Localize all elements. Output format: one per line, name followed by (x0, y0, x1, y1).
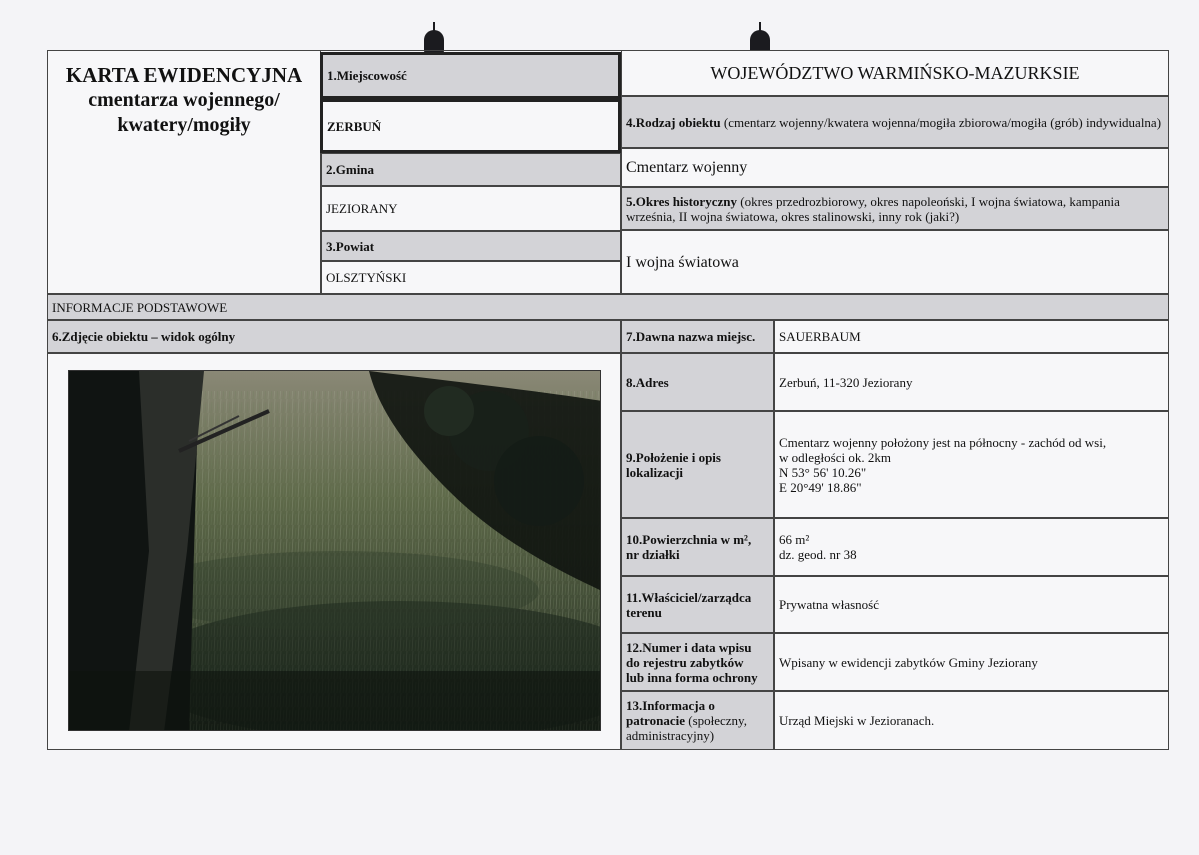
field-12-label-line1: 12.Numer i data wpisu (626, 639, 752, 655)
field-10-label-line2: nr działki (626, 547, 680, 562)
card-title: KARTA EWIDENCYJNA (65, 63, 303, 87)
card-title-block (47, 50, 321, 294)
field-10-label-line1: 10.Powierzchnia w m², (626, 532, 752, 547)
field-12-label-line3: lub inna forma ochrony (626, 669, 758, 685)
field-10-value (774, 518, 1169, 576)
field-7-value: SAUERBAUM (774, 320, 1169, 353)
field-13-label-line1: 13.Informacja o (626, 698, 715, 713)
field-4-label (621, 96, 1169, 148)
field-11-value: Prywatna własność (774, 576, 1169, 633)
field-12-label (621, 633, 774, 691)
card-subtitle-2: kwatery/mogiły (117, 114, 251, 136)
field-5-label (621, 187, 1169, 230)
field-4-value (621, 148, 1169, 187)
field-1-value: ZERBUŃ (320, 99, 621, 153)
field-10-value-line2: dz. geod. nr 38 (779, 547, 857, 562)
field-9-value-line2: w odległości ok. 2km (779, 449, 891, 465)
object-photo (68, 370, 601, 731)
field-12-label-line2: do rejestru zabytków (626, 654, 744, 670)
voivodeship-title (621, 50, 1169, 96)
field-5-label-text: 5.Okres historyczny (626, 193, 737, 209)
field-5-hint: (okres przedrozbiorowy, okres napoleoński, I wojna światowa, kampania września, II wojna światowa, okres stalinowski, inny rok (jaki?) (626, 193, 1120, 224)
field-9-value-line3: N 53° 56' 10.26" (779, 464, 867, 480)
field-13-value: Urząd Miejski w Jezioranach. (774, 691, 1169, 750)
field-11-label-line2: terenu (626, 604, 662, 620)
field-9-value (774, 411, 1169, 518)
field-2-label: 2.Gmina (321, 153, 621, 186)
field-13-label-line2-hint: (społeczny, (684, 713, 747, 728)
field-9-label (621, 411, 774, 518)
field-9-label-line1: 9.Położenie i opis (626, 449, 721, 465)
field-4-hint: (cmentarz wojenny/kwatera wojenna/mogiła zbiorowa/mogiła (grób) indywidualna) (720, 114, 1162, 130)
field-5-value (621, 230, 1169, 294)
field-4-value-text: Cmentarz wojenny (626, 159, 748, 176)
field-9-value-line4: E 20°49' 18.86" (779, 479, 862, 495)
field-13-label-line2: patronacie (626, 713, 685, 728)
field-13-label-line3: administracyjny) (626, 728, 715, 743)
field-8-label: 8.Adres (621, 353, 774, 411)
field-7-label: 7.Dawna nazwa miejsc. (621, 320, 774, 353)
field-10-label (621, 518, 774, 576)
field-3-label: 3.Powiat (321, 231, 621, 261)
field-10-value-line1: 66 m² (779, 532, 810, 547)
field-1-label: 1.Miejscowość (320, 52, 621, 99)
field-8-value: Zerbuń, 11-320 Jeziorany (774, 353, 1169, 411)
field-2-value: JEZIORANY (321, 186, 621, 231)
field-13-label (621, 691, 774, 750)
field-9-value-line1: Cmentarz wojenny położony jest na północny - zachód od wsi, (779, 434, 1107, 450)
field-4-label-text: 4.Rodzaj obiektu (626, 114, 721, 130)
field-11-label-line1: 11.Właściciel/zarządca (626, 589, 752, 605)
photo-label: 6.Zdjęcie obiektu – widok ogólny (47, 320, 621, 353)
card-subtitle-1: cmentarza wojennego/ (88, 89, 280, 111)
field-11-label (621, 576, 774, 633)
field-12-value: Wpisany w ewidencji zabytków Gminy Jeziorany (774, 633, 1169, 691)
field-3-value: OLSZTYŃSKI (321, 261, 621, 294)
section-basic-info: INFORMACJE PODSTAWOWE (47, 294, 1169, 320)
voivodeship-text: WOJEWÓDZTWO WARMIŃSKO-MAZURKSIE (710, 62, 1080, 83)
field-5-value-text: I wojna światowa (626, 253, 739, 271)
field-9-label-line2: lokalizacji (626, 464, 684, 480)
